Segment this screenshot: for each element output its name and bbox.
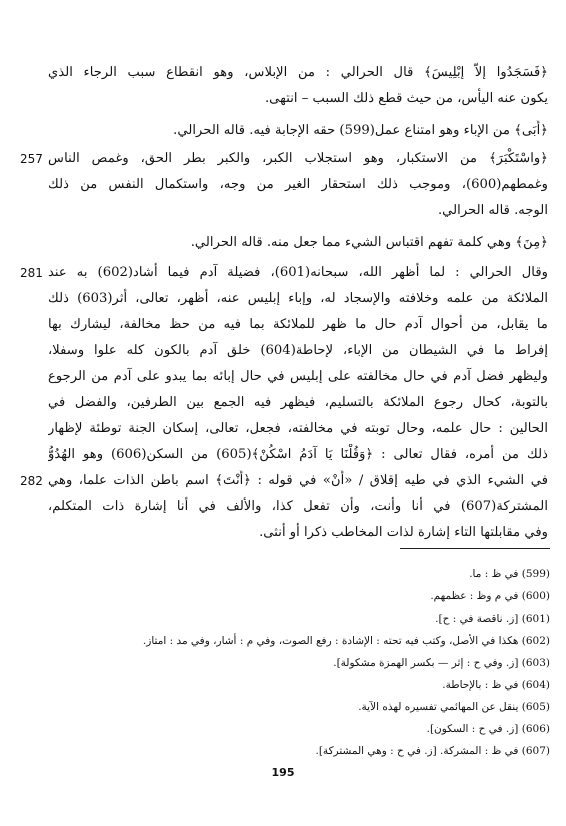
margin-line-number: 282 <box>20 474 43 488</box>
body-line: إفراط ما في الشيطان من الإباء، لإحاطة(604) خلق آدم بالكون كله علوا وسفلا، <box>48 343 548 358</box>
footnote: (603) [ز. وفي ح : إثر — بكسر الهمزة مشكولة]. <box>333 657 550 669</box>
footnote-separator <box>400 548 550 549</box>
body-line: ما يقابل، من أحوال آدم حال ما ظهر للملائكة بما فيه من حظ مخالفة، ليشارك بها <box>48 317 548 332</box>
footnote: (599) في ظ : ما. <box>469 568 550 580</box>
footnote: (600) في م وظ : عظمهم. <box>430 590 550 602</box>
body-line: ﴿فَسَجَدُوا إلاّ إبْلِيسَ﴾ قال الحرالي : من الإبلاس، وهو انقطاع سبب الرجاء الذي <box>48 65 548 80</box>
footnote: (601) [ز. ناقصة في : ح]. <box>435 613 550 625</box>
footnote: (606) [ز. في ح : السكون]. <box>426 723 550 735</box>
margin-line-number: 257 <box>20 152 43 166</box>
margin-line-number: 281 <box>20 266 43 280</box>
body-line: المشتركة(607) في أنا وأنت، وأن تفعل كذا، والألف في أنا إشارة ذات المتكلم، <box>48 499 548 514</box>
footnote: (604) في ظ : بالإحاطة. <box>442 679 550 691</box>
body-line: في الشيء الذي في طيه إقلاق / «أَنْ» في قوله : ﴿أَنْتَ﴾ اسم باطن الذات علما، وهي <box>48 473 548 488</box>
body-line: وفي مقابلتها التاء إشارة لذات المخاطب ذكرا أو أنثى. <box>259 525 548 540</box>
footnote: (605) ينقل عن المهائمي تفسيره لهذه الآية. <box>358 701 550 713</box>
body-line: الملائكة من علمه وخلافته والإسجاد له، وإباء إبليس عنه، أظهر، تعالى، أثر(603) ذلك <box>48 291 548 306</box>
body-line: وقال الحرالي : لما أظهر الله، سبحانه(601)، فضيلة آدم فيما أشاد(602) به عند <box>48 265 548 280</box>
body-line: وغمطهم(600)، وموجب ذلك استحقار الغير من وجه، واستكمال النفس من ذلك <box>48 177 548 192</box>
body-line: ذلك من أمره، فقال تعالى : ﴿وَقُلْنَا يَا آدَمُ اسْكُنْ﴾(605) من السكن(606) وهو الهُدُوُّ <box>48 447 548 462</box>
body-line: يكون عنه اليأس، من حيث قطع ذلك السبب – انتهى. <box>264 91 548 106</box>
body-line: ﴿مِنَ﴾ وهي كلمة تفهم اقتباس الشيء مما جعل منه. قاله الحرالي. <box>190 235 548 250</box>
body-line: الوجه. قاله الحرالي. <box>437 203 548 218</box>
body-line: ﴿أَبَى﴾ من الإباء وهو امتناع عمل(599) حقه الإجابة فيه. قاله الحرالي. <box>173 123 548 138</box>
body-line: ﴿واسْتَكْبَرَ﴾ من الاستكبار، وهو استجلاب الكبر، والكبر بطر الحق، وغمص الناس <box>48 151 548 166</box>
body-line: الحالين : حال علمه، وحال توبته في مخالفته، فجعل، تعالى، إسكان الجنة توطئة لإظهار <box>48 421 548 436</box>
page-number: 195 <box>271 766 295 779</box>
footnote: (607) في ظ : المشركة. [ز. في ح : وهي المشتركة]. <box>315 745 550 757</box>
body-line: وليظهر فضل آدم في حال مخالفته على إبليس في حال إبائه بما يبدو على آدم من الرجوع <box>48 369 548 384</box>
footnote: (602) هكذا في الأصل، وكتب فيه تحته : الإشادة : رفع الصوت، وفي م : أشار، وفي مد : امتاز. <box>142 635 550 647</box>
body-line: بالتوبة، كحال رجوع الملائكة بالتسليم، فيظهر فيه الجمع بين الطرفين، والفضل في <box>48 395 548 410</box>
